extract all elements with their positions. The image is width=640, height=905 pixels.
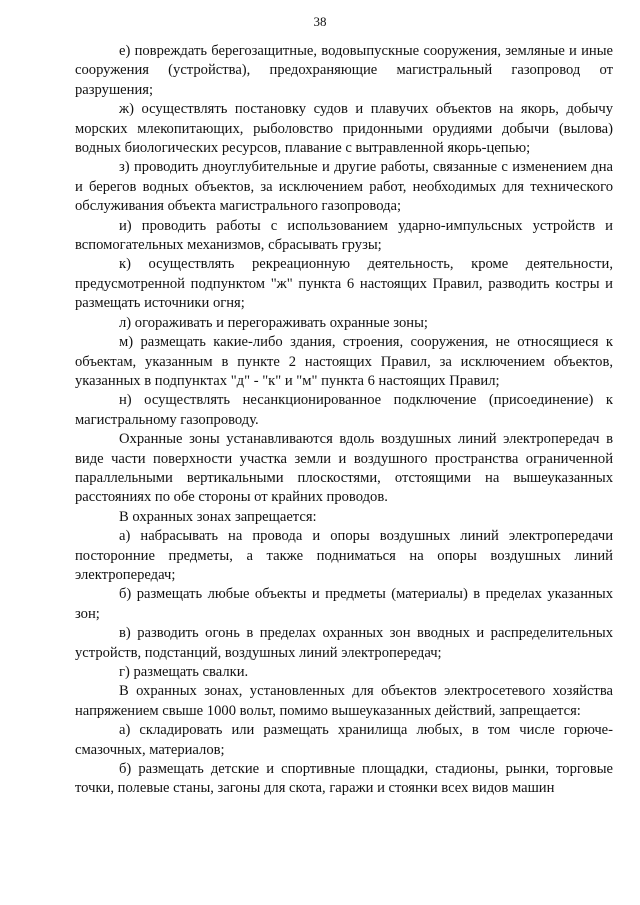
paragraph-l: л) огораживать и перегораживать охранные зоны; xyxy=(119,314,428,331)
body-text xyxy=(75,42,613,799)
paragraph-i: и) проводить работы с использованием ударно-импульсных устройств и вспомогательных механизмов, сбрасывать грузы; xyxy=(75,217,613,254)
paragraph-m: м) размещать какие-либо здания, строения, сооружения, не относящиеся к объектам, указанным в пункте 2 настоящих Правил, за исключением объектов, указанных в подпунктах "д" - "к" и "м" пункта 6 настоящих Правил; xyxy=(75,334,613,389)
paragraph-a-storage: а) складировать или размещать хранилища любых, в том числе горюче-смазочных, материалов; xyxy=(75,722,613,758)
paragraph-k: к) осуществлять рекреационную деятельность, кроме деятельности, предусмотренной подпунктом "ж" пункта 6 настоящих Правил, разводить костры и размещать источники огня; xyxy=(75,256,613,312)
paragraph-high-voltage-zones: В охранных зонах, установленных для объектов электросетевого хозяйства напряжением свыше 1000 вольт, помимо вышеуказанных действий, запрещается: xyxy=(75,683,613,719)
paragraph-e: е) повреждать берегозащитные, водовыпускные сооружения, земляные и иные сооружения (устройства), предохраняющие магистральный газопровод от разрушения; xyxy=(75,43,613,98)
paragraph-zh: ж) осуществлять постановку судов и плавучих объектов на якорь, добычу морских млекопитающих, рыболовство придонными орудиями добычи (вылова) водных биологических ресурсов, плавание с вытравленной якорь-цепью; xyxy=(75,101,613,157)
paragraph-b-place-objects: б) размещать любые объекты и предметы (материалы) в пределах указанных зон; xyxy=(75,586,613,622)
paragraph-b-playgrounds: б) размещать детские и спортивные площадки, стадионы, рынки, торговые точки, полевые станы, загоны для скота, гаражи и стоянки всех видов машин xyxy=(75,761,613,797)
paragraph-power-line-zones: Охранные зоны устанавливаются вдоль воздушных линий электропередач в виде части поверхности участка земли и воздушного пространства ограниченной параллельными вертикальными плоскостями, отстоящими на вышеуказанных расстояниях по обе стороны от крайних проводов. xyxy=(75,431,613,506)
paragraph-n: н) осуществлять несанкционированное подключение (присоединение) к магистральному газопроводу. xyxy=(75,392,613,428)
paragraph-z: з) проводить дноуглубительные и другие работы, связанные с изменением дна и берегов водных объектов, за исключением работ, необходимых для технического обслуживания объекта магистрального газопровода; xyxy=(75,159,613,215)
page-number: 38 xyxy=(313,14,327,29)
paragraph-a-throw-objects: а) набрасывать на провода и опоры воздушных линий электропередачи посторонние предметы, а также подниматься на опоры воздушных линий электропередач; xyxy=(75,528,613,583)
paragraph-g-dumps: г) размещать свалки. xyxy=(119,664,249,680)
paragraph-prohibited-heading: В охранных зонах запрещается: xyxy=(119,508,317,525)
paragraph-v-fire: в) разводить огонь в пределах охранных зон вводных и распределительных устройств, подстанций, воздушных линий электропередач; xyxy=(75,625,613,661)
